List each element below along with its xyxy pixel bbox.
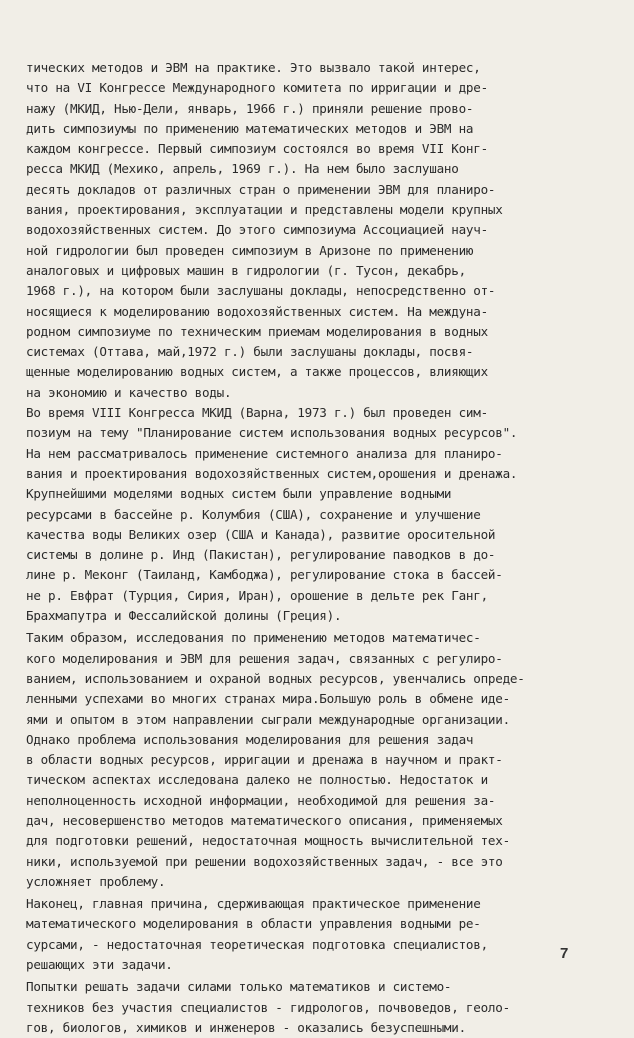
- text-line: десять докладов от различных стран о применении ЭВМ для планиро-: [26, 181, 496, 197]
- text-line: Однако проблема использования моделирования для решения задач: [26, 731, 474, 747]
- text-line: техников без участия специалистов - гидрологов, почвоведов, геоло-: [26, 999, 510, 1015]
- text-line: гов, биологов, химиков и инженеров - оказались безуспешными.: [26, 1019, 466, 1035]
- text-line: сурсами, - недостаточная теоретическая подготовка специалистов,: [26, 936, 488, 952]
- text-line: вания, проектирования, эксплуатации и представлены модели крупных: [26, 202, 503, 218]
- text-line: Брахмапутра и Фессалийской долины (Греция).: [26, 608, 342, 624]
- text-line: для подготовки решений, недостаточная мощность вычислительной тех-: [26, 833, 510, 849]
- text-line: ресурсами в бассейне р. Колумбия (США), сохранение и улучшение: [26, 506, 481, 522]
- paragraph-4: [26, 628, 606, 729]
- text-line: нажу (МКИД, Нью-Дели, январь, 1966 г.) приняли решение прово-: [26, 100, 474, 116]
- text-line: ной гидрологии был проведен симпозиум в Аризоне по применению: [26, 242, 474, 258]
- text-line: Во время VIII Конгресса МКИД (Варна, 1973 г.) был проведен сим-: [26, 405, 488, 421]
- text-line: дач, несовершенство методов математического описания, применяемых: [26, 812, 503, 828]
- text-line: лине р. Меконг (Таиланд, Камбоджа), регулирование стока в бассей-: [26, 567, 503, 583]
- text-line: математического моделирования в области управления водными ре-: [26, 916, 481, 932]
- text-line: родном симпозиуме по техническим приемам моделирования в водных: [26, 323, 488, 339]
- text-line: в области водных ресурсов, ирригации и дренажа в научном и практ-: [26, 752, 503, 768]
- text-line: водохозяйственных систем. До этого симпозиума Ассоциацией науч-: [26, 222, 488, 238]
- text-line: аналоговых и цифровых машин в гидрологии (г. Тусон, декабрь,: [26, 262, 466, 278]
- text-line: не р. Евфрат (Турция, Сирия, Иран), орошение в дельте рек Ганг,: [26, 587, 488, 603]
- text-line: позиум на тему "Планирование систем использования водных ресурсов".: [26, 425, 518, 441]
- text-line: системы в долине р. Инд (Пакистан), регулирование паводков в до-: [26, 547, 496, 563]
- text-line: неполноценность исходной информации, необходимой для решения за-: [26, 792, 496, 808]
- text-line: 1968 г.), на котором были заслушаны доклады, непосредственно от-: [26, 283, 496, 299]
- text-line: Крупнейшими моделями водных систем были управление водными: [26, 486, 452, 502]
- text-line: тических методов и ЭВМ на практике. Это вызвало такой интерес,: [26, 60, 481, 75]
- text-line: На нем рассматривалось применение системного анализа для планиро-: [26, 445, 503, 461]
- text-line: Наконец, главная причина, сдерживающая практическое применение: [26, 896, 481, 912]
- paragraph-1: [26, 58, 606, 403]
- text-line: кого моделирования и ЭВМ для решения задач, связанных с регулиро-: [26, 650, 503, 666]
- text-line: Попытки решать задачи силами только математиков и системо-: [26, 979, 452, 995]
- text-line: усложняет проблему.: [26, 873, 166, 889]
- text-line: ванием, использованием и охраной водных ресурсов, увенчались опреде-: [26, 670, 525, 686]
- text-line: Таким образом, исследования по применению методов математичес-: [26, 630, 481, 646]
- text-line: качества воды Великих озер (США и Канада), развитие оросительной: [26, 526, 496, 542]
- page-number: 7: [560, 945, 569, 962]
- paragraph-7: [26, 977, 606, 1038]
- paragraph-2: [26, 403, 606, 484]
- text-line: на экономию и качество воды.: [26, 384, 232, 400]
- paragraph-5: [26, 730, 606, 892]
- text-line: ями и опытом в этом направлении сыграли международные организации.: [26, 711, 510, 727]
- text-line: тическом аспектах исследована далеко не полностью. Недостаток и: [26, 772, 488, 788]
- text-line: ленными успехами во многих странах мира.Большую роль в обмене иде-: [26, 691, 510, 707]
- text-line: дить симпозиумы по применению математических методов и ЭВМ на: [26, 120, 474, 136]
- paragraph-6: [26, 894, 606, 975]
- text-line: системах (Оттава, май,1972 г.) были заслушаны доклады, посвя-: [26, 344, 474, 360]
- text-line: каждом конгрессе. Первый симпозиум состоялся во время VII Конг-: [26, 141, 488, 157]
- text-line: вания и проектирования водохозяйственных систем,орошения и дренажа.: [26, 465, 518, 481]
- page-body: [26, 58, 606, 1038]
- paragraph-3: [26, 484, 606, 626]
- text-line: носящиеся к моделированию водохозяйственных систем. На междуна-: [26, 303, 488, 319]
- text-line: ники, используемой при решении водохозяйственных задач, - все это: [26, 853, 503, 869]
- text-line: ресса МКИД (Мехико, апрель, 1969 г.). На нем было заслушано: [26, 161, 459, 177]
- text-line: решающих эти задачи.: [26, 957, 173, 973]
- text-line: что на VI Конгрессе Международного комитета по ирригации и дре-: [26, 80, 488, 96]
- text-line: щенные моделированию водных систем, а также процессов, влияющих: [26, 364, 488, 380]
